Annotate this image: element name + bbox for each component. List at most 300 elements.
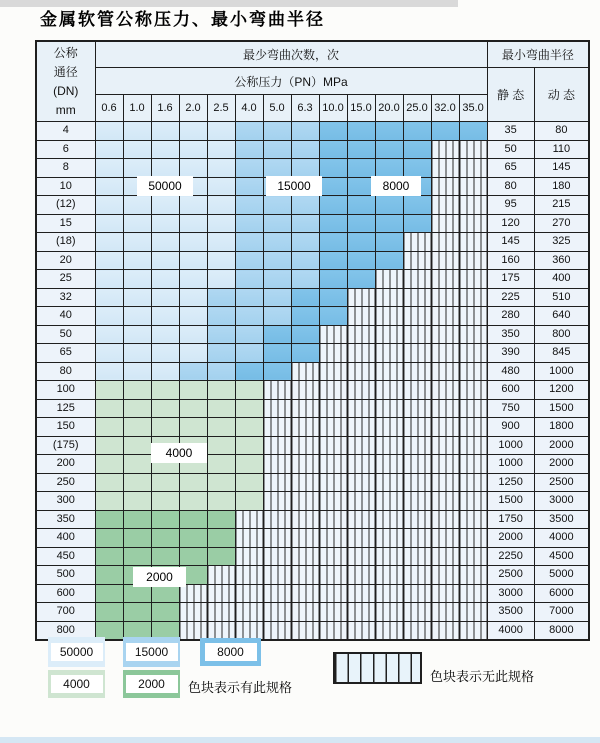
- spec-cell-dn600-pn5.0: [263, 584, 291, 603]
- spec-cell-dn450-pn4.0: [235, 547, 263, 566]
- spec-cell-dn10-pn4.0: [235, 177, 263, 196]
- cycles-header: 最少弯曲次数，次: [95, 41, 487, 68]
- spec-cell-dn350-pn35.0: [459, 510, 487, 529]
- spec-cell-dn80-pn0.6: [95, 362, 123, 381]
- table-row-dn-700: [36, 603, 589, 622]
- spec-cell-dn50-pn20.0: [375, 325, 403, 344]
- pressure-header-25.0: 25.0: [403, 95, 431, 122]
- spec-cell-dn100-pn1.0: [123, 381, 151, 400]
- spec-cell-dn8-pn32.0: [431, 159, 459, 178]
- spec-cell-dn20-pn5.0: [263, 251, 291, 270]
- spec-cell-dn350-pn0.6: [95, 510, 123, 529]
- spec-cell-dn6-pn10.0: [319, 140, 347, 159]
- spec-cell-dn6-pn5.0: [263, 140, 291, 159]
- spec-cell-dn50-pn1.6: [151, 325, 179, 344]
- spec-cell-dn4-pn25.0: [403, 122, 431, 141]
- spec-cell-dn700-pn2.5: [207, 603, 235, 622]
- spec-cell-dn(12)-pn35.0: [459, 196, 487, 215]
- spec-cell-dn(18)-pn1.6: [151, 233, 179, 252]
- pressure-header-15.0: 15.0: [347, 95, 375, 122]
- static-radius-value: 3500: [487, 603, 534, 622]
- spec-cell-dn100-pn1.6: [151, 381, 179, 400]
- dynamic-radius-value: 800: [534, 325, 589, 344]
- table-row-dn-25: [36, 270, 589, 289]
- dn-value: 8: [36, 159, 95, 178]
- spec-cell-dn32-pn5.0: [263, 288, 291, 307]
- spec-cell-dn300-pn0.6: [95, 492, 123, 511]
- spec-cell-dn250-pn25.0: [403, 473, 431, 492]
- spec-cell-dn25-pn0.6: [95, 270, 123, 289]
- spec-cell-dn150-pn25.0: [403, 418, 431, 437]
- spec-cell-dn400-pn4.0: [235, 529, 263, 548]
- static-radius-value: 50: [487, 140, 534, 159]
- dynamic-radius-value: 180: [534, 177, 589, 196]
- pressure-header-4.0: 4.0: [235, 95, 263, 122]
- spec-cell-dn25-pn1.0: [123, 270, 151, 289]
- dn-value: 800: [36, 621, 95, 640]
- legend-available-note: 色块表示有此规格: [188, 680, 293, 695]
- spec-cell-dn125-pn5.0: [263, 399, 291, 418]
- spec-cell-dn150-pn20.0: [375, 418, 403, 437]
- pressure-header-35.0: 35.0: [459, 95, 487, 122]
- dynamic-radius-value: 1800: [534, 418, 589, 437]
- spec-cell-dn50-pn10.0: [319, 325, 347, 344]
- spec-cell-dn125-pn25.0: [403, 399, 431, 418]
- legend-swatch-50000-value: 50000: [51, 643, 103, 661]
- spec-cell-dn700-pn2.0: [179, 603, 207, 622]
- dynamic-radius-value: 400: [534, 270, 589, 289]
- static-radius-value: 145: [487, 233, 534, 252]
- spec-cell-dn65-pn15.0: [347, 344, 375, 363]
- spec-cell-dn800-pn10.0: [319, 621, 347, 640]
- spec-cell-dn250-pn5.0: [263, 473, 291, 492]
- static-radius-value: 175: [487, 270, 534, 289]
- spec-cell-dn(18)-pn25.0: [403, 233, 431, 252]
- spec-cell-dn350-pn1.6: [151, 510, 179, 529]
- spec-cell-dn500-pn15.0: [347, 566, 375, 585]
- spec-cell-dn500-pn32.0: [431, 566, 459, 585]
- dynamic-radius-value: 360: [534, 251, 589, 270]
- spec-cell-dn(12)-pn15.0: [347, 196, 375, 215]
- legend-swatch-8000: [200, 638, 261, 666]
- legend-swatch-15000: [123, 637, 180, 667]
- spec-cell-dn350-pn2.0: [179, 510, 207, 529]
- static-radius-value: 225: [487, 288, 534, 307]
- spec-cell-dn6-pn15.0: [347, 140, 375, 159]
- spec-cell-dn65-pn5.0: [263, 344, 291, 363]
- spec-cell-dn25-pn2.5: [207, 270, 235, 289]
- dynamic-radius-value: 4000: [534, 529, 589, 548]
- spec-cell-dn100-pn0.6: [95, 381, 123, 400]
- spec-cell-dn8-pn1.0: [123, 159, 151, 178]
- spec-cell-dn100-pn15.0: [347, 381, 375, 400]
- spec-cell-dn200-pn4.0: [235, 455, 263, 474]
- dynamic-radius-value: 1000: [534, 362, 589, 381]
- spec-cell-dn400-pn0.6: [95, 529, 123, 548]
- spec-cell-dn6-pn6.3: [291, 140, 319, 159]
- spec-cell-dn25-pn15.0: [347, 270, 375, 289]
- spec-cell-dn(175)-pn10.0: [319, 436, 347, 455]
- spec-cell-dn125-pn1.0: [123, 399, 151, 418]
- spec-cell-dn40-pn1.6: [151, 307, 179, 326]
- spec-cell-dn500-pn10.0: [319, 566, 347, 585]
- spec-cell-dn40-pn4.0: [235, 307, 263, 326]
- dn-value: (12): [36, 196, 95, 215]
- spec-cell-dn20-pn25.0: [403, 251, 431, 270]
- dynamic-radius-value: 3500: [534, 510, 589, 529]
- table-row-dn-8: [36, 159, 589, 178]
- dn-value: 40: [36, 307, 95, 326]
- spec-cell-dn6-pn4.0: [235, 140, 263, 159]
- spec-cell-dn450-pn2.5: [207, 547, 235, 566]
- spec-cell-dn15-pn4.0: [235, 214, 263, 233]
- spec-cell-dn250-pn2.5: [207, 473, 235, 492]
- static-radius-value: 160: [487, 251, 534, 270]
- spec-cell-dn(12)-pn1.6: [151, 196, 179, 215]
- spec-cell-dn350-pn10.0: [319, 510, 347, 529]
- spec-cell-dn50-pn25.0: [403, 325, 431, 344]
- spec-cell-dn20-pn4.0: [235, 251, 263, 270]
- spec-cell-dn600-pn6.3: [291, 584, 319, 603]
- table-header: [36, 41, 589, 122]
- spec-cell-dn80-pn1.0: [123, 362, 151, 381]
- table-row-dn-(18): [36, 233, 589, 252]
- spec-cell-dn80-pn6.3: [291, 362, 319, 381]
- pressure-header-32.0: 32.0: [431, 95, 459, 122]
- spec-cell-dn50-pn0.6: [95, 325, 123, 344]
- spec-cell-dn500-pn25.0: [403, 566, 431, 585]
- spec-cell-dn250-pn1.6: [151, 473, 179, 492]
- dynamic-radius-value: 510: [534, 288, 589, 307]
- scan-artifact-strip-bottom: [0, 737, 600, 743]
- static-radius-value: 280: [487, 307, 534, 326]
- spec-cell-dn20-pn2.5: [207, 251, 235, 270]
- spec-cell-dn200-pn20.0: [375, 455, 403, 474]
- dn-value: 4: [36, 122, 95, 141]
- spec-cell-dn32-pn2.0: [179, 288, 207, 307]
- spec-cell-dn500-pn4.0: [235, 566, 263, 585]
- spec-cell-dn40-pn0.6: [95, 307, 123, 326]
- spec-cell-dn700-pn32.0: [431, 603, 459, 622]
- spec-cell-dn20-pn1.0: [123, 251, 151, 270]
- spec-cell-dn8-pn5.0: [263, 159, 291, 178]
- spec-cell-dn700-pn20.0: [375, 603, 403, 622]
- dynamic-radius-value: 2500: [534, 473, 589, 492]
- spec-cell-dn10-pn2.5: [207, 177, 235, 196]
- spec-cell-dn50-pn6.3: [291, 325, 319, 344]
- spec-cell-dn25-pn20.0: [375, 270, 403, 289]
- spec-cell-dn8-pn10.0: [319, 159, 347, 178]
- spec-cell-dn65-pn1.0: [123, 344, 151, 363]
- spec-cell-dn300-pn35.0: [459, 492, 487, 511]
- static-radius-value: 2500: [487, 566, 534, 585]
- pressure-header-10.0: 10.0: [319, 95, 347, 122]
- spec-cell-dn300-pn2.0: [179, 492, 207, 511]
- static-radius-value: 95: [487, 196, 534, 215]
- dynamic-radius-value: 1500: [534, 399, 589, 418]
- dn-value: 10: [36, 177, 95, 196]
- dn-value: 300: [36, 492, 95, 511]
- spec-cell-dn250-pn4.0: [235, 473, 263, 492]
- pressure-header-2.0: 2.0: [179, 95, 207, 122]
- spec-cell-dn(12)-pn6.3: [291, 196, 319, 215]
- spec-cell-dn400-pn5.0: [263, 529, 291, 548]
- spec-cell-dn450-pn1.6: [151, 547, 179, 566]
- spec-cell-dn25-pn10.0: [319, 270, 347, 289]
- spec-cell-dn8-pn1.6: [151, 159, 179, 178]
- spec-cell-dn65-pn1.6: [151, 344, 179, 363]
- spec-cell-dn4-pn32.0: [431, 122, 459, 141]
- spec-cell-dn15-pn1.0: [123, 214, 151, 233]
- spec-cell-dn25-pn4.0: [235, 270, 263, 289]
- spec-cell-dn4-pn15.0: [347, 122, 375, 141]
- table-row-dn-6: [36, 140, 589, 159]
- spec-cell-dn80-pn35.0: [459, 362, 487, 381]
- spec-cell-dn20-pn2.0: [179, 251, 207, 270]
- static-radius-value: 390: [487, 344, 534, 363]
- spec-cell-dn400-pn1.0: [123, 529, 151, 548]
- spec-cell-dn250-pn1.0: [123, 473, 151, 492]
- spec-cell-dn40-pn2.0: [179, 307, 207, 326]
- spec-cell-dn125-pn4.0: [235, 399, 263, 418]
- spec-cell-dn15-pn0.6: [95, 214, 123, 233]
- spec-cell-dn4-pn2.5: [207, 122, 235, 141]
- spec-cell-dn8-pn2.5: [207, 159, 235, 178]
- spec-cell-dn700-pn4.0: [235, 603, 263, 622]
- spec-cell-dn500-pn5.0: [263, 566, 291, 585]
- spec-cell-dn250-pn20.0: [375, 473, 403, 492]
- spec-cell-dn(18)-pn35.0: [459, 233, 487, 252]
- dn-column-header: [36, 41, 95, 122]
- spec-cell-dn(175)-pn5.0: [263, 436, 291, 455]
- spec-cell-dn700-pn1.6: [151, 603, 179, 622]
- spec-cell-dn350-pn32.0: [431, 510, 459, 529]
- pressure-header: 公称压力（PN）MPa: [95, 68, 487, 95]
- spec-cell-dn4-pn10.0: [319, 122, 347, 141]
- spec-cell-dn450-pn2.0: [179, 547, 207, 566]
- spec-cell-dn250-pn32.0: [431, 473, 459, 492]
- spec-cell-dn100-pn20.0: [375, 381, 403, 400]
- spec-cell-dn125-pn0.6: [95, 399, 123, 418]
- spec-cell-dn65-pn0.6: [95, 344, 123, 363]
- spec-cell-dn32-pn1.0: [123, 288, 151, 307]
- dynamic-radius-value: 2000: [534, 455, 589, 474]
- spec-cell-dn8-pn25.0: [403, 159, 431, 178]
- dn-header-line4: mm: [55, 102, 76, 117]
- spec-cell-dn40-pn32.0: [431, 307, 459, 326]
- pressure-header-5.0: 5.0: [263, 95, 291, 122]
- spec-cell-dn(12)-pn32.0: [431, 196, 459, 215]
- spec-cell-dn300-pn1.6: [151, 492, 179, 511]
- dynamic-radius-value: 845: [534, 344, 589, 363]
- spec-cell-dn15-pn15.0: [347, 214, 375, 233]
- legend-hatch-swatch: [333, 652, 422, 684]
- table-row-dn-20: [36, 251, 589, 270]
- spec-cell-dn(18)-pn6.3: [291, 233, 319, 252]
- cycles-label-4000: 4000: [151, 443, 207, 463]
- spec-cell-dn20-pn6.3: [291, 251, 319, 270]
- spec-cell-dn80-pn15.0: [347, 362, 375, 381]
- spec-cell-dn600-pn15.0: [347, 584, 375, 603]
- spec-cell-dn50-pn32.0: [431, 325, 459, 344]
- spec-cell-dn25-pn35.0: [459, 270, 487, 289]
- table-row-dn-350: [36, 510, 589, 529]
- dn-value: 150: [36, 418, 95, 437]
- spec-cell-dn80-pn2.5: [207, 362, 235, 381]
- spec-cell-dn(175)-pn25.0: [403, 436, 431, 455]
- spec-cell-dn400-pn32.0: [431, 529, 459, 548]
- spec-cell-dn32-pn2.5: [207, 288, 235, 307]
- dn-value: 100: [36, 381, 95, 400]
- spec-cell-dn15-pn6.3: [291, 214, 319, 233]
- spec-cell-dn40-pn35.0: [459, 307, 487, 326]
- spec-cell-dn400-pn6.3: [291, 529, 319, 548]
- spec-cell-dn800-pn32.0: [431, 621, 459, 640]
- spec-cell-dn450-pn25.0: [403, 547, 431, 566]
- static-radius-value: 120: [487, 214, 534, 233]
- spec-cell-dn8-pn6.3: [291, 159, 319, 178]
- spec-cell-dn150-pn35.0: [459, 418, 487, 437]
- spec-cell-dn800-pn15.0: [347, 621, 375, 640]
- pressure-bend-table: [35, 40, 590, 641]
- spec-cell-dn500-pn0.6: [95, 566, 123, 585]
- spec-cell-dn125-pn35.0: [459, 399, 487, 418]
- dn-value: 250: [36, 473, 95, 492]
- spec-cell-dn125-pn32.0: [431, 399, 459, 418]
- spec-cell-dn600-pn35.0: [459, 584, 487, 603]
- spec-cell-dn350-pn2.5: [207, 510, 235, 529]
- spec-cell-dn450-pn0.6: [95, 547, 123, 566]
- spec-cell-dn300-pn25.0: [403, 492, 431, 511]
- spec-cell-dn(18)-pn1.0: [123, 233, 151, 252]
- spec-cell-dn25-pn1.6: [151, 270, 179, 289]
- spec-cell-dn(175)-pn4.0: [235, 436, 263, 455]
- spec-cell-dn500-pn2.5: [207, 566, 235, 585]
- spec-cell-dn100-pn4.0: [235, 381, 263, 400]
- spec-cell-dn25-pn2.0: [179, 270, 207, 289]
- dn-value: 32: [36, 288, 95, 307]
- spec-cell-dn15-pn5.0: [263, 214, 291, 233]
- spec-cell-dn250-pn35.0: [459, 473, 487, 492]
- spec-cell-dn125-pn6.3: [291, 399, 319, 418]
- static-radius-value: 750: [487, 399, 534, 418]
- dynamic-radius-value: 8000: [534, 621, 589, 640]
- spec-cell-dn450-pn1.0: [123, 547, 151, 566]
- pressure-header-1.6: 1.6: [151, 95, 179, 122]
- spec-cell-dn4-pn2.0: [179, 122, 207, 141]
- table-row-dn-(12): [36, 196, 589, 215]
- table-row-dn-450: [36, 547, 589, 566]
- spec-cell-dn100-pn25.0: [403, 381, 431, 400]
- spec-cell-dn6-pn20.0: [375, 140, 403, 159]
- table-row-dn-500: [36, 566, 589, 585]
- static-radius-value: 65: [487, 159, 534, 178]
- spec-cell-dn50-pn35.0: [459, 325, 487, 344]
- pressure-header-6.3: 6.3: [291, 95, 319, 122]
- spec-cell-dn200-pn6.3: [291, 455, 319, 474]
- spec-cell-dn200-pn10.0: [319, 455, 347, 474]
- spec-cell-dn32-pn32.0: [431, 288, 459, 307]
- spec-cell-dn300-pn32.0: [431, 492, 459, 511]
- spec-cell-dn(18)-pn15.0: [347, 233, 375, 252]
- spec-cell-dn(12)-pn10.0: [319, 196, 347, 215]
- spec-cell-dn300-pn1.0: [123, 492, 151, 511]
- spec-cell-dn450-pn15.0: [347, 547, 375, 566]
- spec-cell-dn(12)-pn2.0: [179, 196, 207, 215]
- spec-cell-dn6-pn25.0: [403, 140, 431, 159]
- spec-cell-dn100-pn32.0: [431, 381, 459, 400]
- dynamic-radius-value: 80: [534, 122, 589, 141]
- spec-cell-dn15-pn35.0: [459, 214, 487, 233]
- spec-cell-dn350-pn20.0: [375, 510, 403, 529]
- table-row-dn-(175): [36, 436, 589, 455]
- spec-cell-dn25-pn25.0: [403, 270, 431, 289]
- spec-cell-dn80-pn20.0: [375, 362, 403, 381]
- table-row-dn-32: [36, 288, 589, 307]
- spec-cell-dn6-pn32.0: [431, 140, 459, 159]
- spec-cell-dn700-pn35.0: [459, 603, 487, 622]
- dynamic-radius-value: 7000: [534, 603, 589, 622]
- dynamic-radius-value: 5000: [534, 566, 589, 585]
- static-radius-value: 1250: [487, 473, 534, 492]
- spec-cell-dn125-pn20.0: [375, 399, 403, 418]
- spec-cell-dn(175)-pn15.0: [347, 436, 375, 455]
- spec-cell-dn400-pn20.0: [375, 529, 403, 548]
- spec-cell-dn15-pn25.0: [403, 214, 431, 233]
- cycles-label-8000: 8000: [371, 176, 421, 196]
- spec-cell-dn100-pn2.5: [207, 381, 235, 400]
- spec-cell-dn150-pn4.0: [235, 418, 263, 437]
- spec-cell-dn65-pn32.0: [431, 344, 459, 363]
- spec-cell-dn200-pn25.0: [403, 455, 431, 474]
- spec-cell-dn50-pn2.0: [179, 325, 207, 344]
- spec-cell-dn100-pn10.0: [319, 381, 347, 400]
- spec-cell-dn40-pn15.0: [347, 307, 375, 326]
- spec-cell-dn10-pn0.6: [95, 177, 123, 196]
- dynamic-radius-value: 325: [534, 233, 589, 252]
- spec-cell-dn32-pn1.6: [151, 288, 179, 307]
- dn-value: 700: [36, 603, 95, 622]
- dn-value: 125: [36, 399, 95, 418]
- spec-cell-dn8-pn35.0: [459, 159, 487, 178]
- static-radius-value: 900: [487, 418, 534, 437]
- legend-unavailable-note: 色块表示无此规格: [430, 669, 535, 684]
- dn-value: 6: [36, 140, 95, 159]
- spec-cell-dn350-pn6.3: [291, 510, 319, 529]
- spec-cell-dn700-pn6.3: [291, 603, 319, 622]
- dn-value: 400: [36, 529, 95, 548]
- table-row-dn-250: [36, 473, 589, 492]
- spec-cell-dn200-pn35.0: [459, 455, 487, 474]
- spec-cell-dn(18)-pn2.5: [207, 233, 235, 252]
- legend-swatch-15000-value: 15000: [126, 643, 178, 661]
- spec-cell-dn700-pn1.0: [123, 603, 151, 622]
- spec-cell-dn10-pn10.0: [319, 177, 347, 196]
- pressure-header-1.0: 1.0: [123, 95, 151, 122]
- spec-cell-dn65-pn2.0: [179, 344, 207, 363]
- spec-cell-dn80-pn5.0: [263, 362, 291, 381]
- spec-cell-dn(175)-pn2.5: [207, 436, 235, 455]
- spec-cell-dn500-pn35.0: [459, 566, 487, 585]
- spec-cell-dn4-pn35.0: [459, 122, 487, 141]
- spec-cell-dn40-pn2.5: [207, 307, 235, 326]
- spec-cell-dn400-pn35.0: [459, 529, 487, 548]
- spec-cell-dn200-pn2.5: [207, 455, 235, 474]
- spec-cell-dn(175)-pn1.0: [123, 436, 151, 455]
- dynamic-radius-value: 4500: [534, 547, 589, 566]
- spec-cell-dn(175)-pn6.3: [291, 436, 319, 455]
- static-radius-value: 1000: [487, 436, 534, 455]
